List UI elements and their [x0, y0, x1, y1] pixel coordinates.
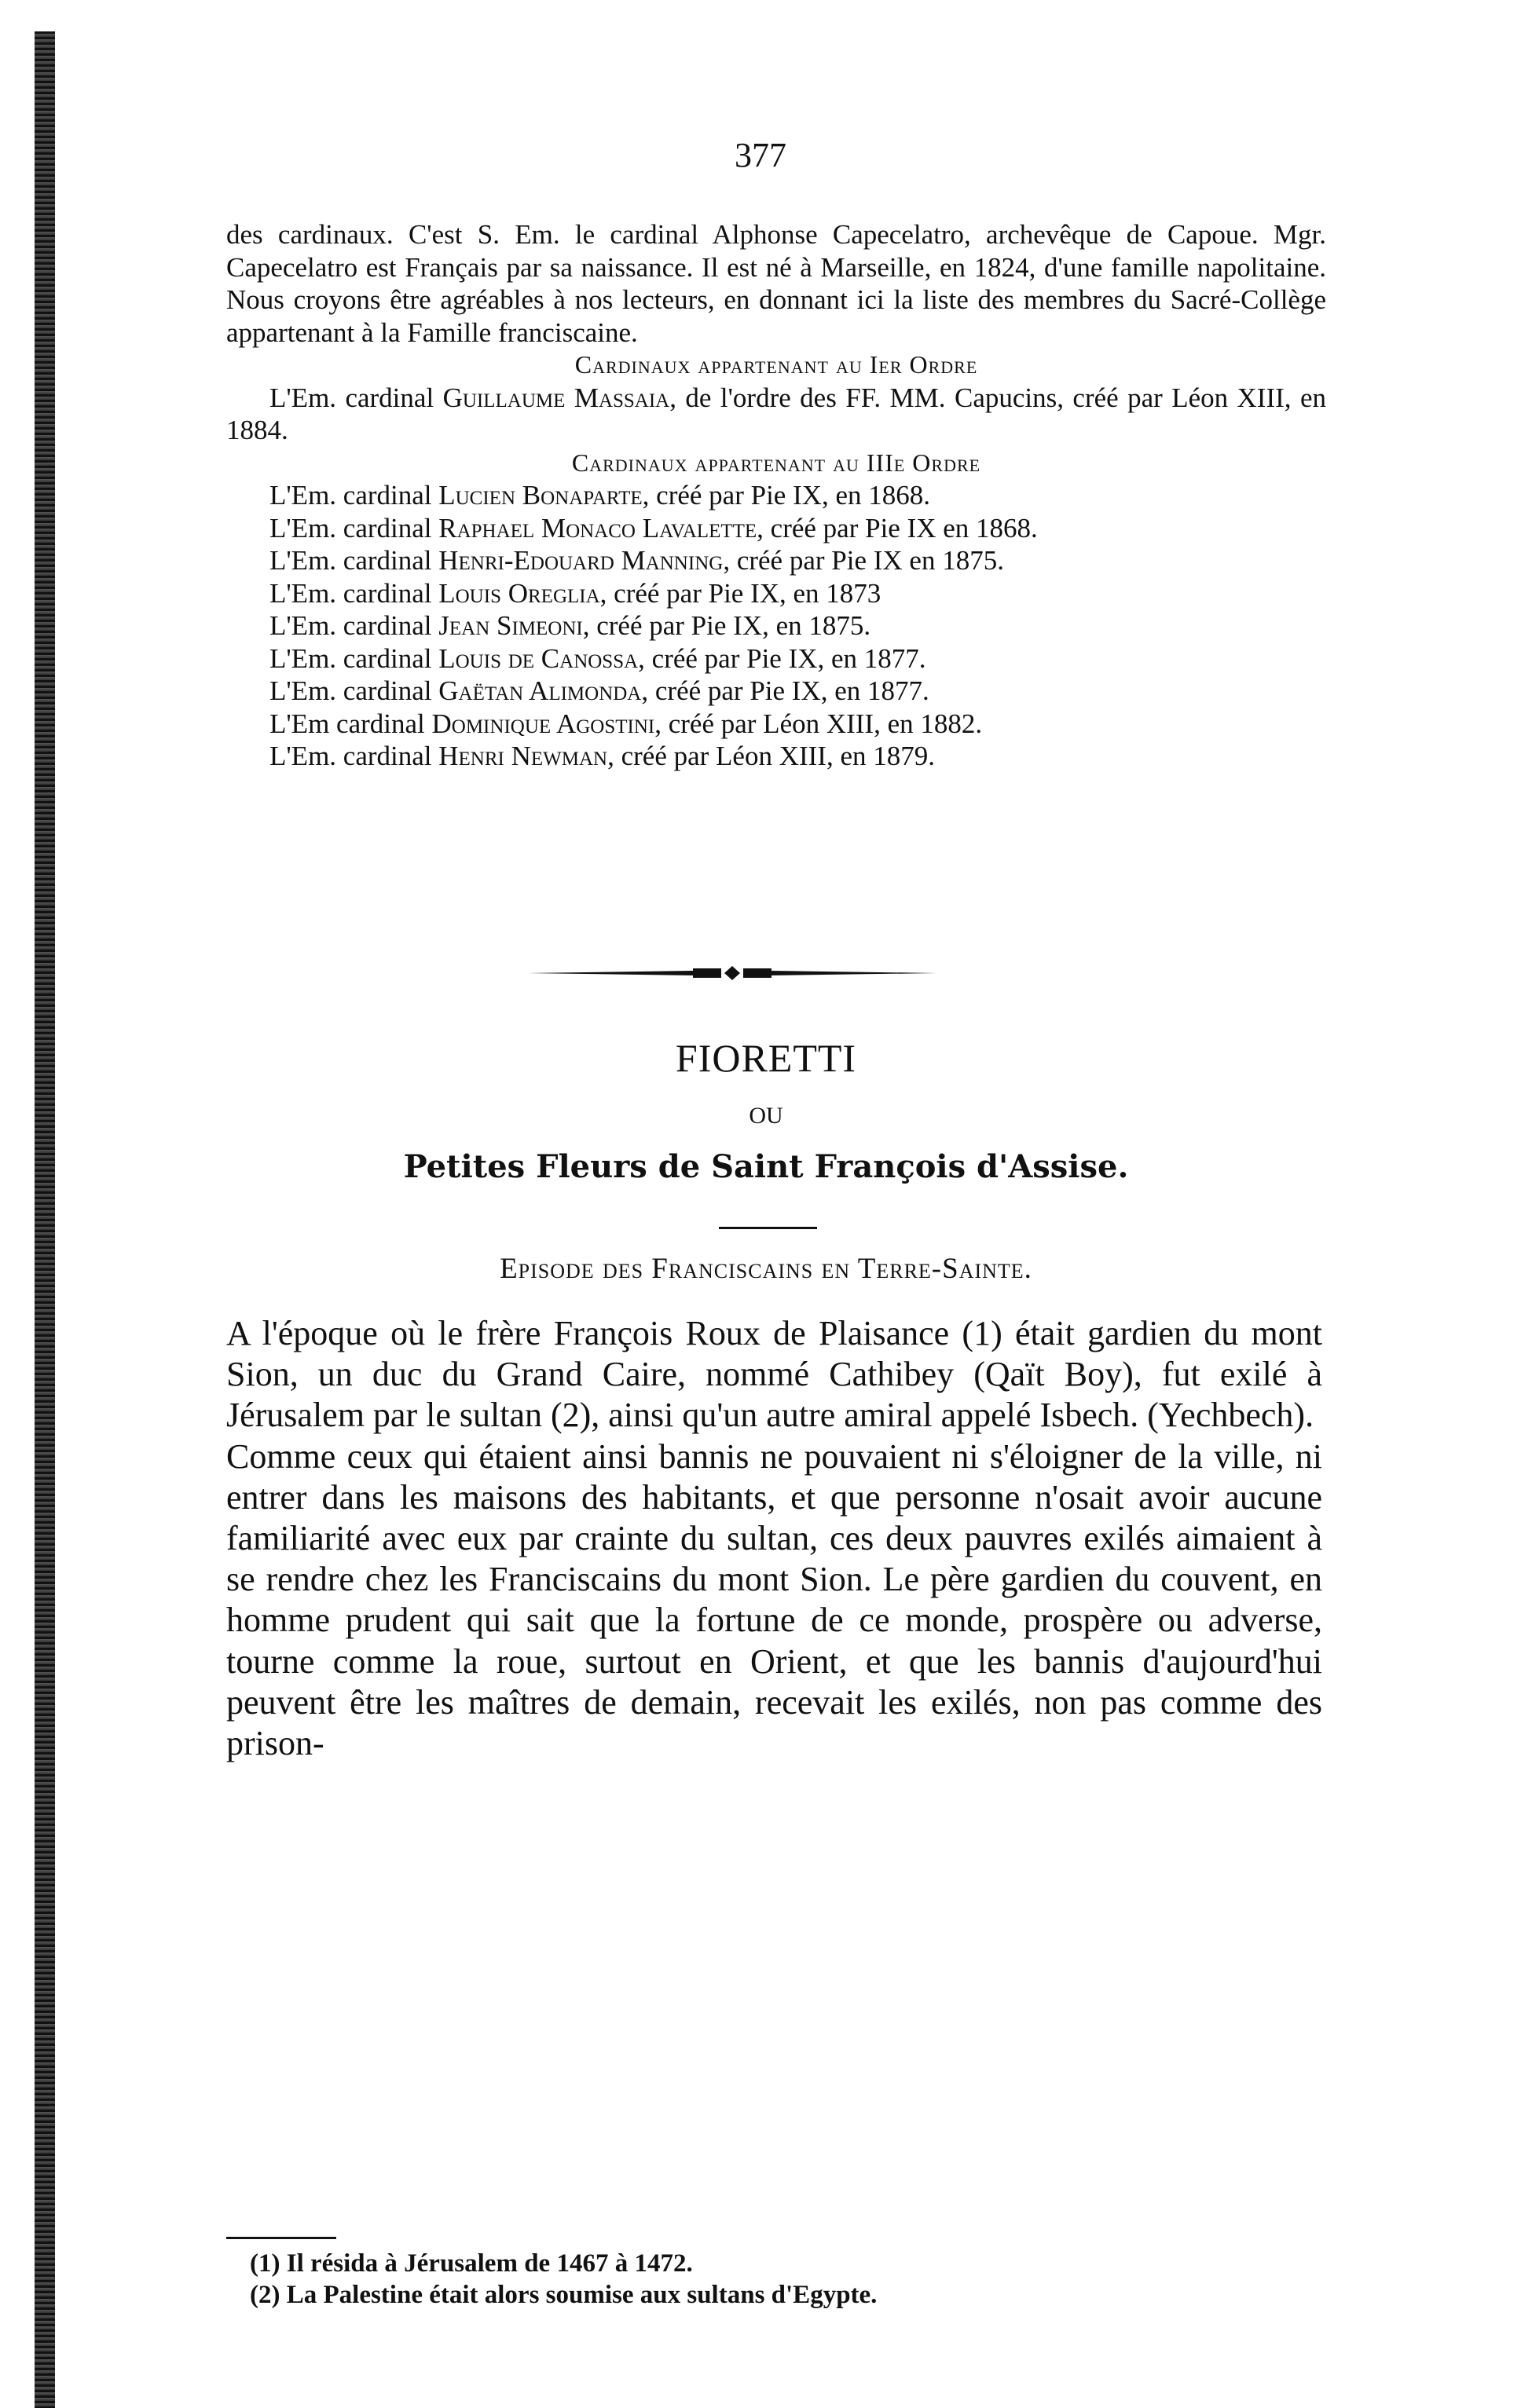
cardinal-entry: [226, 479, 1326, 512]
ornamental-divider: [528, 964, 936, 982]
page-number: 377: [735, 136, 786, 174]
story-text: [226, 1313, 1322, 1764]
cardinal-name: Raphael Monaco Lavalette: [438, 512, 757, 543]
entry-prefix: L'Em. cardinal: [269, 610, 439, 641]
cardinal-entry: [226, 512, 1326, 545]
cardinal-name: Dominique Agostini: [431, 708, 655, 739]
work-title: FIORETTI: [675, 1036, 857, 1080]
entry-details: , créé par Pie IX, en 1877.: [638, 642, 926, 674]
cardinal-entry: [226, 675, 1326, 708]
work-subtitle: Petites Fleurs de Saint François d'Assise.: [403, 1148, 1129, 1185]
title-rule: [719, 1227, 817, 1229]
entry-prefix: L'Em. cardinal: [269, 480, 439, 511]
entry-details: , créé par Pie IX en 1868.: [757, 512, 1038, 543]
cardinal-entry: [226, 382, 1326, 447]
cardinal-entry: [226, 609, 1326, 642]
cardinal-name: Jean Simeoni: [438, 610, 583, 641]
entry-details: , créé par Pie IX, en 1877.: [641, 675, 929, 706]
entry-details: , créé par Pie IX en 1875.: [723, 545, 1004, 576]
first-order-list: [226, 382, 1326, 447]
story-paragraph: Comme ceux qui étaient ainsi bannis ne pouvaient ni s'éloigner de la ville, ni entrer dans les maisons des habitants, et que personne n'osait avoir aucune familiarité avec eux par crainte du sultan, ces deux pauvres exilés aimaient à se rendre chez les Franciscains du mont Sion. Le père gardien du couvent, en homme prudent qui sait que la fortune de ce monde, prospère ou adverse, tourne comme la roue, surtout en Orient, et que les bannis d'aujourd'hui peuvent être les maîtres de demain, recevait les exilés, non pas comme des prison-: [226, 1436, 1322, 1763]
cardinal-name: Gaëtan Alimonda: [438, 675, 642, 706]
entry-prefix: L'Em. cardinal: [269, 545, 439, 576]
entry-prefix: L'Em. cardinal: [269, 642, 439, 674]
entry-details: , créé par Pie IX, en 1875.: [582, 610, 871, 641]
title-conjunction: OU: [749, 1103, 783, 1129]
entry-details: , créé par Léon XIII, en 1879.: [607, 741, 935, 771]
entry-details: , créé par Léon XIII, en 1882.: [654, 708, 983, 739]
entry-prefix: L'Em. cardinal: [269, 577, 439, 609]
cardinal-name: Henri Newman: [438, 741, 608, 771]
footnote: (2) La Palestine était alors soumise aux sultans d'Egypte.: [250, 2281, 878, 2309]
entry-prefix: L'Em. cardinal: [269, 741, 439, 771]
cardinal-name: Lucien Bonaparte: [438, 480, 643, 511]
episode-heading: Episode des Franciscains en Terre-Sainte.: [500, 1253, 1032, 1285]
footnote-rule: [226, 2237, 336, 2239]
cardinal-entry: [226, 577, 1326, 610]
entry-prefix: L'Em cardinal: [269, 708, 432, 739]
story-paragraph: A l'époque où le frère François Roux de Plaisance (1) était gardien du mont Sion, un duc du Grand Caire, nommé Cathibey (Qaït Boy), fut exilé à Jérusalem par le sultan (2), ainsi qu'un autre amiral appelé Isbech. (Yechbech).: [226, 1314, 1322, 1435]
entry-details: , créé par Pie IX, en 1873: [599, 577, 881, 609]
first-order-heading: Cardinaux appartenant au Ier Ordre: [574, 350, 978, 379]
entry-details: , de l'ordre des FF. MM. Capucins, créé par Léon XIII, en 1884.: [226, 382, 1326, 445]
cardinal-name: Louis de Canossa: [438, 642, 639, 674]
third-order-list: [226, 479, 1326, 773]
third-order-heading: Cardinaux appartenant au IIIe Ordre: [571, 448, 981, 477]
cardinal-name: Louis Oreglia: [438, 577, 600, 609]
entry-prefix: L'Em. cardinal: [269, 382, 443, 413]
entry-prefix: L'Em. cardinal: [269, 675, 439, 706]
cardinal-name: Guillaume Massaia: [442, 382, 670, 413]
cardinal-entry: [226, 544, 1326, 577]
footnote: (1) Il résida à Jérusalem de 1467 à 1472.: [250, 2249, 693, 2278]
cardinal-name: Henri-Edouard Manning: [438, 545, 724, 576]
entry-details: , créé par Pie IX, en 1868.: [642, 480, 931, 511]
entry-prefix: L'Em. cardinal: [269, 512, 439, 543]
cardinal-entry: [226, 740, 1326, 773]
intro-paragraph: des cardinaux. C'est S. Em. le cardinal Alphonse Capecelatro, archevêque de Capoue. Mgr. Capecelatro est Français par sa naissance. Il est né à Marseille, en 1824, d'une famille napolitaine. Nous croyons être agréables à nos lecteurs, en donnant ici la liste des membres du Sacré-Collège appartenant à la Famille franciscaine.: [226, 219, 1326, 348]
cardinal-entry: [226, 708, 1326, 741]
cardinals-section: [226, 218, 1326, 773]
footnotes: [250, 2248, 1271, 2311]
cardinal-entry: [226, 642, 1326, 675]
